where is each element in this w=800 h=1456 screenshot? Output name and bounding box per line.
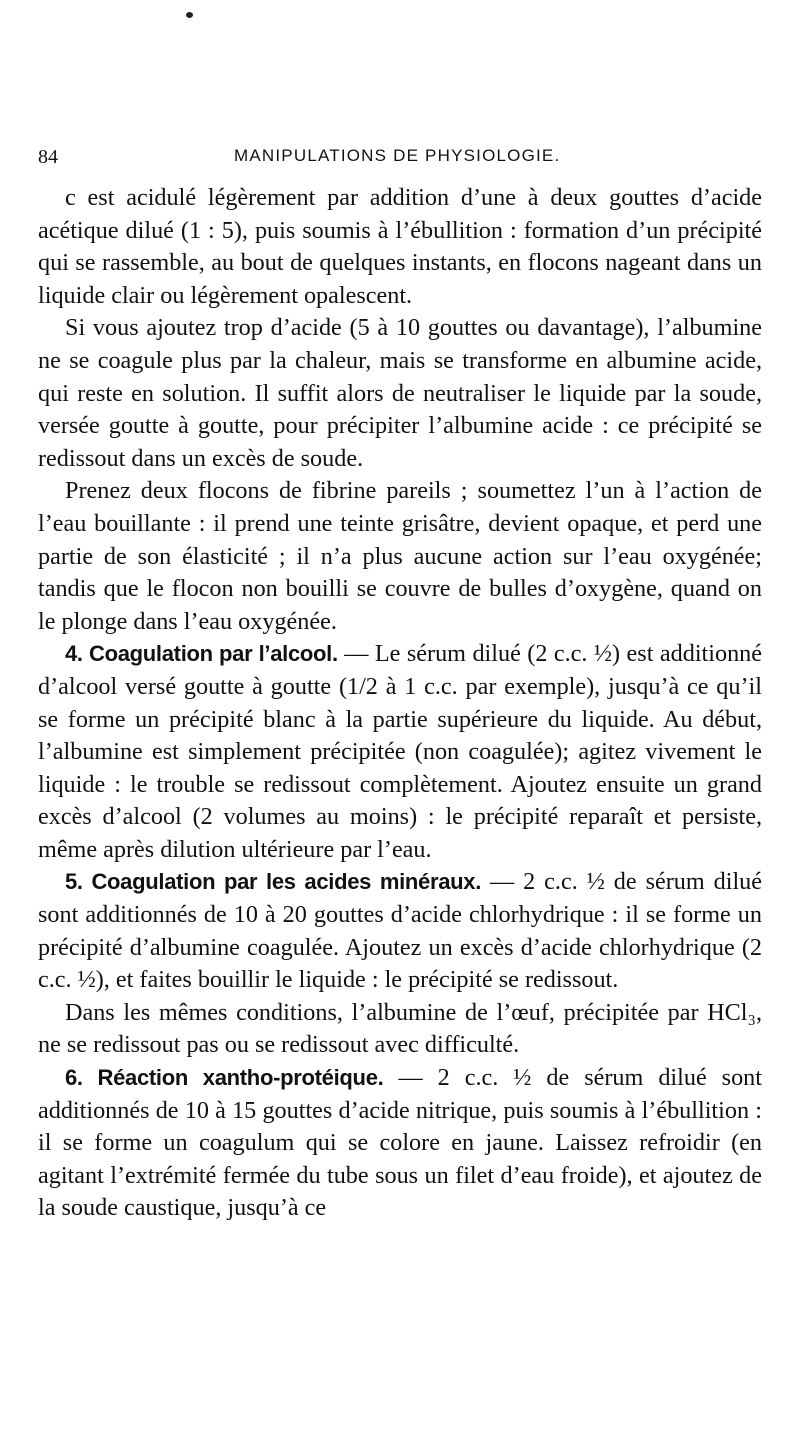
section-heading: 5. Coagulation par les acides minéraux. <box>65 869 482 895</box>
paragraph <box>38 475 762 638</box>
running-head <box>38 146 762 170</box>
running-title: MANIPULATIONS DE PHYSIOLOGIE. <box>234 146 561 165</box>
paragraph <box>38 182 762 312</box>
paragraph-text: Prenez deux flocons de fibrine pareils ; soumettez l’un à l’action de l’eau bouillante : il prend une teinte grisâtre, devient opaque, et perd une partie de son élasticité ; il n’a plus aucune action sur l’eau oxygénée; tandis que le flocon non bouilli se couvre de bulles d’oxygène, quand on le plonge dans l’eau oxygénée. <box>38 477 762 635</box>
paragraph-text: Si vous ajoutez trop d’acide (5 à 10 gouttes ou davantage), l’albumine ne se coagule plus par la chaleur, mais se transforme en albumine acide, qui reste en solution. Il suffit alors de neutraliser le liquide par la soude, versée goutte à goutte, pour précipiter l’albumine acide : ce précipité se redissout dans un excès de soude. <box>38 314 762 472</box>
paragraph-text: — 2 c.c. ½ de sérum dilué sont additionnés de 10 à 15 gouttes d’acide nitrique, puis soumis à l’ébullition : il se forme un coagulum qui se colore en jaune. Laissez refroidir (en agitant l’extrémité fermée du tube sous un filet d’eau froide), et ajoutez de la soude caustique, jusqu’à ce <box>38 1064 762 1222</box>
book-page <box>38 0 762 1456</box>
section-heading: 4. Coagulation par l’alcool. <box>65 641 338 667</box>
ink-speck <box>186 12 193 18</box>
paragraph <box>38 997 762 1062</box>
paragraph-coagulation-acides <box>38 866 762 996</box>
section-heading: 6. Réaction xantho-protéique. <box>65 1065 384 1091</box>
page-number: 84 <box>38 146 58 168</box>
body-text <box>38 182 762 1225</box>
paragraph-text: Dans les mêmes conditions, l’albumine de l’œuf, précipitée par HCl₃, ne se redissout pas ou se redissout avec difficulté. <box>38 998 762 1059</box>
paragraph-text: — Le sérum dilué (2 c.c. ½) est additionné d’alcool versé goutte à goutte (1/2 à 1 c.c. par exemple), jusqu’à ce qu’il se forme un précipité blanc à la partie supérieure du liquide. Au début, l’albumine est simplement précipitée (non coagulée); agitez vivement le liquide : le trouble se redissout complètement. Ajoutez ensuite un grand excès d’alcool (2 volumes au moins) : le précipité reparaît et persiste, même après dilution ultérieure par l’eau. <box>38 640 762 863</box>
paragraph-text: — 2 c.c. ½ de sérum dilué sont additionnés de 10 à 20 gouttes d’acide chlorhydrique : il se forme un précipité d’albumine coagulée. Ajoutez un excès d’acide chlorhydrique (2 c.c. ½), et faites bouillir le liquide : le précipité se redissout. <box>38 868 762 994</box>
paragraph-coagulation-alcool <box>38 638 762 866</box>
paragraph-xantho-proteique <box>38 1062 762 1225</box>
paragraph <box>38 312 762 475</box>
paragraph-text: c est acidulé légèrement par addition d’une à deux gouttes d’acide acétique dilué (1 : 5), puis soumis à l’ébullition : formation d’un précipité qui se rassemble, au bout de quelques instants, en flocons nageant dans un liquide clair ou légèrement opalescent. <box>38 184 762 309</box>
